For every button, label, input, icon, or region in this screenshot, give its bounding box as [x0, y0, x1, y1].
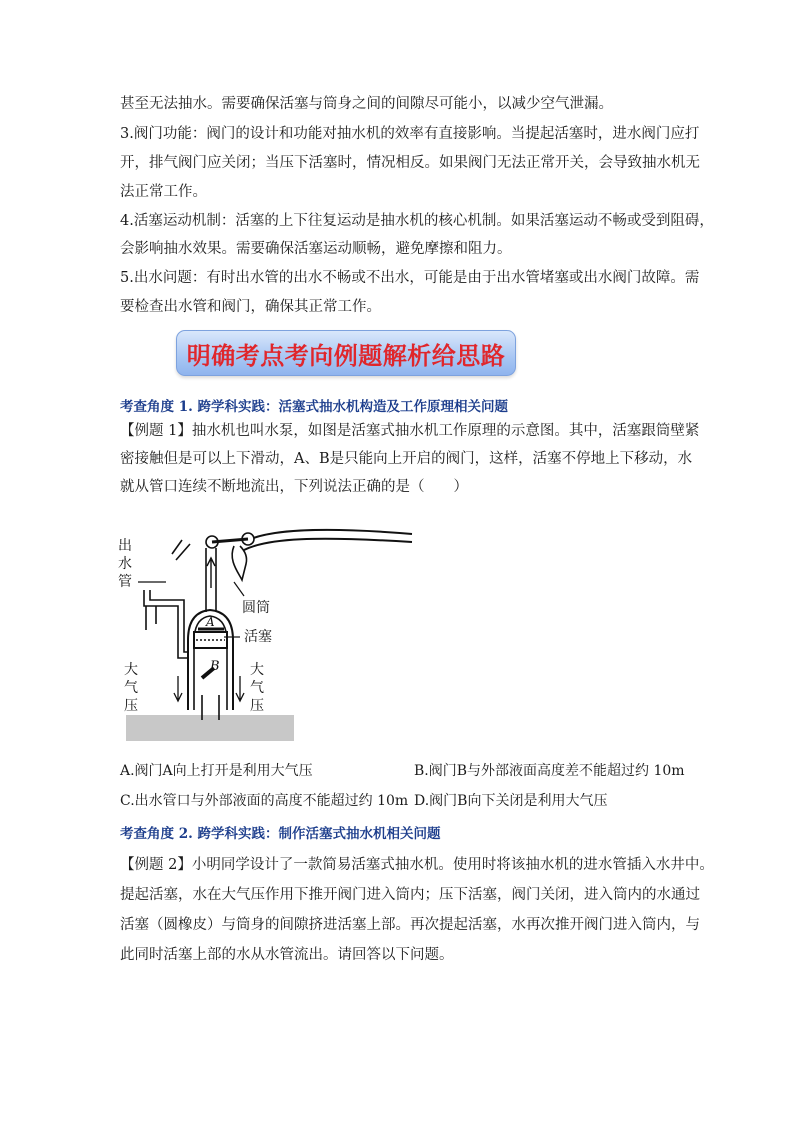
section-heading-2: 考查角度 2. 跨学科实践：制作活塞式抽水机相关问题: [120, 826, 441, 842]
intro-line: 要检查出水管和阀门，确保其正常工作。: [120, 299, 381, 315]
label-valve-b: B: [210, 659, 220, 674]
intro-line: 开，排气阀门应关闭；当压下活塞时，情况相反。如果阀门无法正常开关，会导致抽水机无: [120, 155, 700, 171]
label-cylinder: 圆筒: [242, 600, 270, 616]
example1-line: 就从管口连续不断地流出，下列说法正确的是（ ）: [120, 479, 468, 495]
ground: [126, 715, 294, 741]
label-valve-a: A: [206, 615, 215, 629]
label-atm-left-2: 气: [124, 680, 138, 696]
label-atm-right-2: 气: [250, 680, 264, 696]
option-b[interactable]: B.阀门B与外部液面高度差不能超过约 10m: [414, 763, 685, 779]
label-outlet-3: 管: [118, 574, 132, 590]
option-d[interactable]: D.阀门B向下关闭是利用大气压: [414, 793, 608, 809]
pump-diagram: [116, 520, 416, 745]
label-atm-right-3: 压: [250, 698, 264, 714]
intro-line: 3.阀门功能：阀门的设计和功能对抽水机的效率有直接影响。当提起活塞时，进水阀门应打: [120, 126, 700, 142]
intro-line: 法正常工作。: [120, 184, 207, 200]
label-atm-right-1: 大: [250, 662, 264, 678]
outlet-pipe: [144, 590, 188, 658]
section-banner: [176, 330, 516, 376]
label-outlet-1: 出: [118, 538, 132, 554]
section-heading-1: 考查角度 1. 跨学科实践：活塞式抽水机构造及工作原理相关问题: [120, 399, 508, 415]
banner-title: 明确考点考向例题解析给思路: [186, 341, 506, 370]
example2-line: 【例题 2】小明同学设计了一款简易活塞式抽水机。使用时将该抽水机的进水管插入水井中。: [120, 857, 714, 873]
label-atm-left-3: 压: [124, 698, 138, 714]
label-piston: 活塞: [244, 629, 272, 645]
intro-line: 甚至无法抽水。需要确保活塞与筒身之间的间隙尽可能小，以减少空气泄漏。: [120, 96, 613, 112]
example2-line: 提起活塞，水在大气压作用下推开阀门进入筒内；压下活塞，阀门关闭，进入筒内的水通过: [120, 887, 700, 903]
piston: [194, 632, 227, 648]
intro-line: 4.活塞运动机制：活塞的上下往复运动是抽水机的核心机制。如果活塞运动不畅或受到阻碍，: [120, 213, 714, 229]
label-outlet-2: 水: [118, 556, 132, 572]
example2-line: 活塞（圆橡皮）与筒身的间隙挤进活塞上部。再次提起活塞，水再次推开阀门进入筒内，与: [120, 917, 700, 933]
atm-arrow-left: [174, 676, 182, 701]
example2-line: 此同时活塞上部的水从水管流出。请回答以下问题。: [120, 947, 454, 963]
atm-arrow-right: [236, 676, 244, 701]
option-c[interactable]: C.出水管口与外部液面的高度不能超过约 10m: [120, 793, 409, 809]
label-atm-left-1: 大: [124, 662, 138, 678]
intro-line: 5.出水问题：有时出水管的出水不畅或不出水，可能是由于出水管堵塞或出水阀门故障。需: [120, 270, 700, 286]
example1-line: 密接触但是可以上下滑动，A、B是只能向上开启的阀门，这样，活塞不停地上下移动，水: [120, 451, 693, 467]
example1-line: 【例题 1】抽水机也叫水泵，如图是活塞式抽水机工作原理的示意图。其中，活塞跟筒壁紧: [120, 423, 700, 439]
up-arrow: [207, 558, 215, 588]
option-a[interactable]: A.阀门A向上打开是利用大气压: [120, 763, 313, 779]
intro-line: 会影响抽水效果。需要确保活塞运动顺畅，避免摩擦和阻力。: [120, 241, 512, 257]
